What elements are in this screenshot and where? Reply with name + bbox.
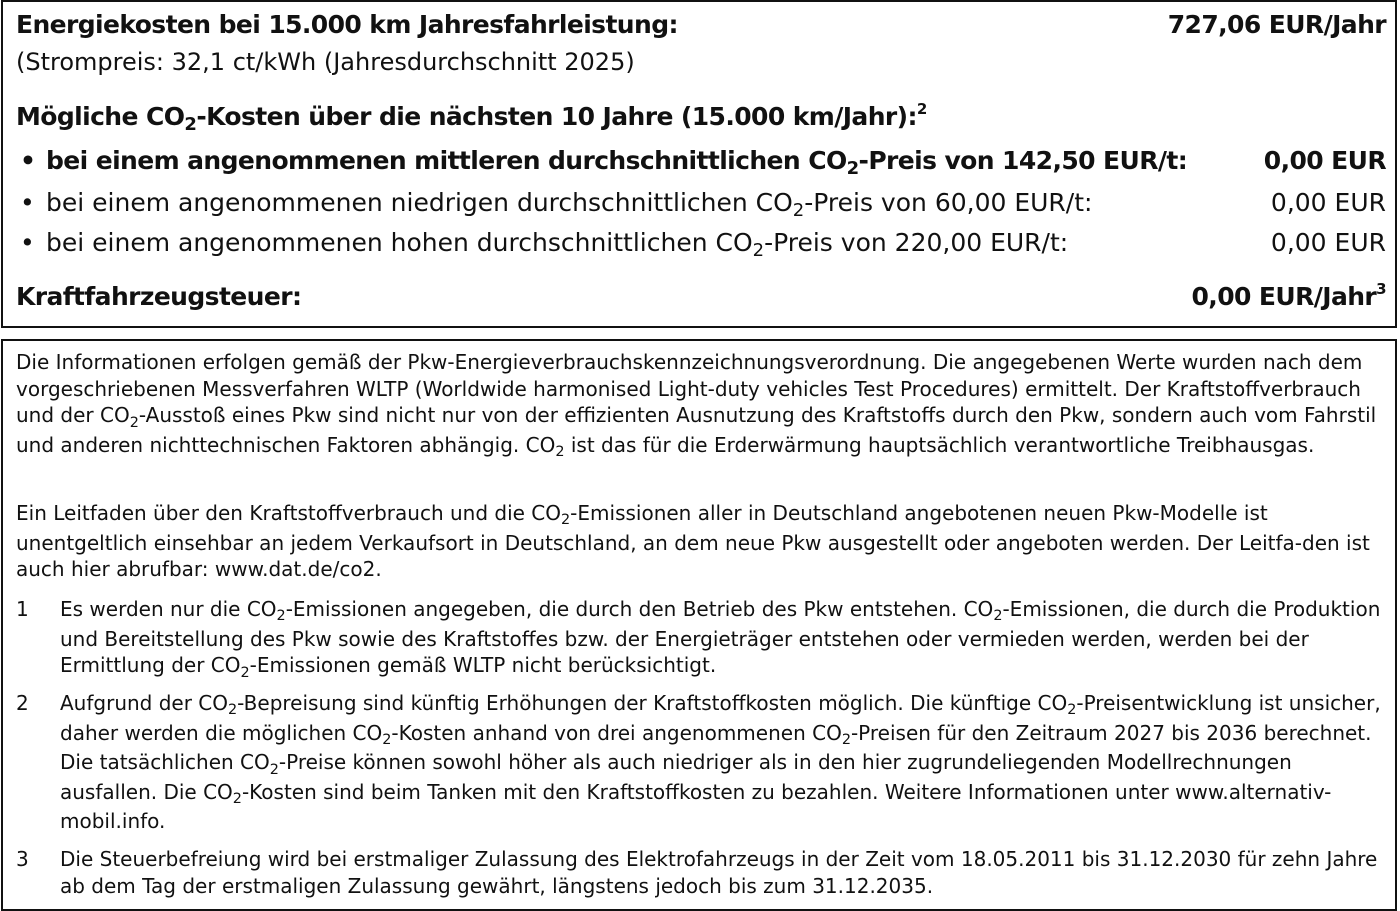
footnote-text-part: -Kosten anhand von drei angenommenen CO (391, 720, 842, 745)
vehicle-tax-value (1191, 279, 1387, 311)
electricity-price-text: (Strompreis: 32,1 ct/kWh (Jahresdurchschnitt 2025) (16, 48, 635, 76)
footnote-3 (16, 846, 1386, 899)
subscript: 2 (276, 608, 286, 625)
footnote-text-part: Die Steuerbefreiung wird bei erstmaliger Zulassung des Elektrofahrzeugs in der Zeit vom 18.05.2011 bis 31.12.2030 für zehn Jahre ab dem Tag der erstmaligen Zulassung gewährt, längstens jedoch bis zum 31.12.2035. (60, 847, 1378, 898)
info-paragraph-2 (16, 500, 1386, 583)
co2-row-high-text-b: -Preis von 220,00 EUR/t: (764, 228, 1069, 257)
subscript: 2 (993, 608, 1003, 625)
subscript: 2 (1067, 702, 1077, 719)
co2-row-high-text-a: bei einem angenommenen hohen durchschnittlichen CO (46, 228, 753, 257)
footnote-text-part: -Preise können sowohl höher als auch niedriger als in den hier zugrundeliegenden Modellrechnungen ausfallen. Die CO (60, 750, 1292, 804)
vehicle-tax-amount: 0,00 EUR/Jahr (1191, 282, 1377, 311)
subscript: 2 (269, 761, 279, 778)
co2-row-medium (16, 146, 1386, 180)
subscript: 2 (792, 200, 805, 222)
footnote-text (60, 846, 1386, 899)
subscript: 2 (382, 731, 392, 748)
subscript: 2 (561, 512, 571, 529)
footnote-number: 3 (16, 847, 29, 871)
co2-row-high-value: 0,00 EUR (1270, 228, 1386, 257)
co2-costs-heading (16, 99, 1386, 138)
bullet-icon: • (20, 146, 36, 175)
footnote-text-part: -Kosten sind beim Tanken mit den Kraftstoffkosten zu bezahlen. Weitere Informationen unter www.alternativ-mobil.info. (60, 779, 1332, 834)
co2-row-low (16, 188, 1386, 222)
co2-row-low-text-a: bei einem angenommenen niedrigen durchschnittlichen CO (46, 188, 793, 217)
co2-heading-text-b: -Kosten über die nächsten 10 Jahre (15.000 km/Jahr): (196, 102, 917, 131)
subscript: 2 (846, 158, 859, 180)
footnote-text-part: Es werden nur die CO (60, 597, 277, 621)
footnote-number: 2 (16, 691, 29, 715)
electricity-price-note (16, 48, 1386, 80)
info-p2-b: -Emissionen aller in Deutschland angebotenen neuen Pkw-Modelle ist unentgeltlich einsehbar an jedem Verkaufsort in Deutschland, an dem neue Pkw ausgestellt oder angeboten werden. Der Leitfa-den ist auch hier abrufbar: www.dat.de/co2. (16, 501, 1370, 582)
co2-row-low-text-b: -Preis von 60,00 EUR/t: (804, 188, 1093, 217)
subscript: 2 (232, 791, 242, 808)
footnote-ref-2: 2 (916, 99, 927, 118)
footnote-text-part: -Emissionen, die durch die Produktion und Bereitstellung des Pkw sowie des Kraftstoffes bzw. der Energieträger entstehen oder vermieden werden, werden bei der Ermittlung der CO (60, 597, 1381, 678)
footnote-text (60, 596, 1386, 682)
subscript: 2 (555, 444, 565, 461)
energy-cost-row (16, 10, 1386, 42)
footnote-2 (16, 690, 1386, 835)
co2-heading-subscript: 2 (184, 114, 197, 136)
bullet-icon: • (20, 228, 35, 257)
co2-row-low-value: 0,00 EUR (1270, 188, 1386, 217)
co2-row-medium-text-b: -Preis von 142,50 EUR/t: (858, 146, 1188, 175)
footnote-text (60, 690, 1386, 835)
subscript: 2 (752, 240, 765, 262)
footnote-text-part: -Preisentwicklung ist unsicher, daher werden die möglichen CO (60, 691, 1381, 745)
footnote-text-part: -Bepreisung sind künftig Erhöhungen der Kraftstoffkosten möglich. Die künftige CO (237, 691, 1068, 715)
subscript: 2 (228, 702, 238, 719)
co2-row-medium-value: 0,00 EUR (1263, 146, 1386, 175)
footnote-text-part: Aufgrund der CO (60, 691, 229, 715)
info-p1-c: ist das für die Erderwärmung hauptsächlich verantwortliche Treibhausgas. (564, 432, 1315, 457)
vehicle-tax-row (16, 279, 1386, 316)
footnote-ref-3: 3 (1376, 279, 1386, 298)
co2-row-high (16, 228, 1386, 262)
bullet-icon: • (20, 188, 35, 217)
info-p1-a: Die Informationen erfolgen gemäß der Pkw-Energieverbrauchskennzeichnungsverordnung. Die angegebenen Werte wurden nach dem vorgeschriebenen Messverfahren WLTP (Worldwide harmonised Light-duty vehicles Test Procedures) ermittelt. Der Kraftstoffverbrauch und der CO (16, 350, 1363, 428)
footnote-number: 1 (16, 597, 29, 621)
co2-row-medium-text-a: bei einem angenommenen mittleren durchschnittlichen CO (46, 146, 847, 175)
info-p1-b: -Ausstoß eines Pkw sind nicht nur von der effizienten Ausnutzung des Kraftstoffs durch den Pkw, sondern auch vom Fahrstil und anderen nichttechnischen Faktoren abhängig. CO (16, 403, 1377, 457)
energy-cost-label: Energiekosten bei 15.000 km Jahresfahrleistung: (16, 10, 678, 39)
footnote-text-part: -Emissionen gemäß WLTP nicht berücksichtigt. (249, 653, 717, 678)
subscript: 2 (841, 731, 851, 748)
subscript: 2 (240, 664, 250, 681)
co2-heading-text-a: Mögliche CO (16, 102, 185, 131)
footnote-text-part: -Emissionen angegeben, die durch den Betrieb des Pkw entstehen. CO (285, 597, 994, 621)
subscript: 2 (129, 414, 139, 431)
vehicle-tax-label: Kraftfahrzeugsteuer: (16, 282, 302, 311)
energy-cost-value: 727,06 EUR/Jahr (1167, 10, 1386, 39)
info-paragraph-1 (16, 349, 1386, 461)
footnote-text-part: -Preisen für den Zeitraum 2027 bis 2036 berechnet. Die tatsächlichen CO (60, 720, 1372, 775)
info-p2-a: Ein Leitfaden über den Kraftstoffverbrauch und die CO (16, 501, 562, 525)
footnote-1 (16, 596, 1386, 682)
